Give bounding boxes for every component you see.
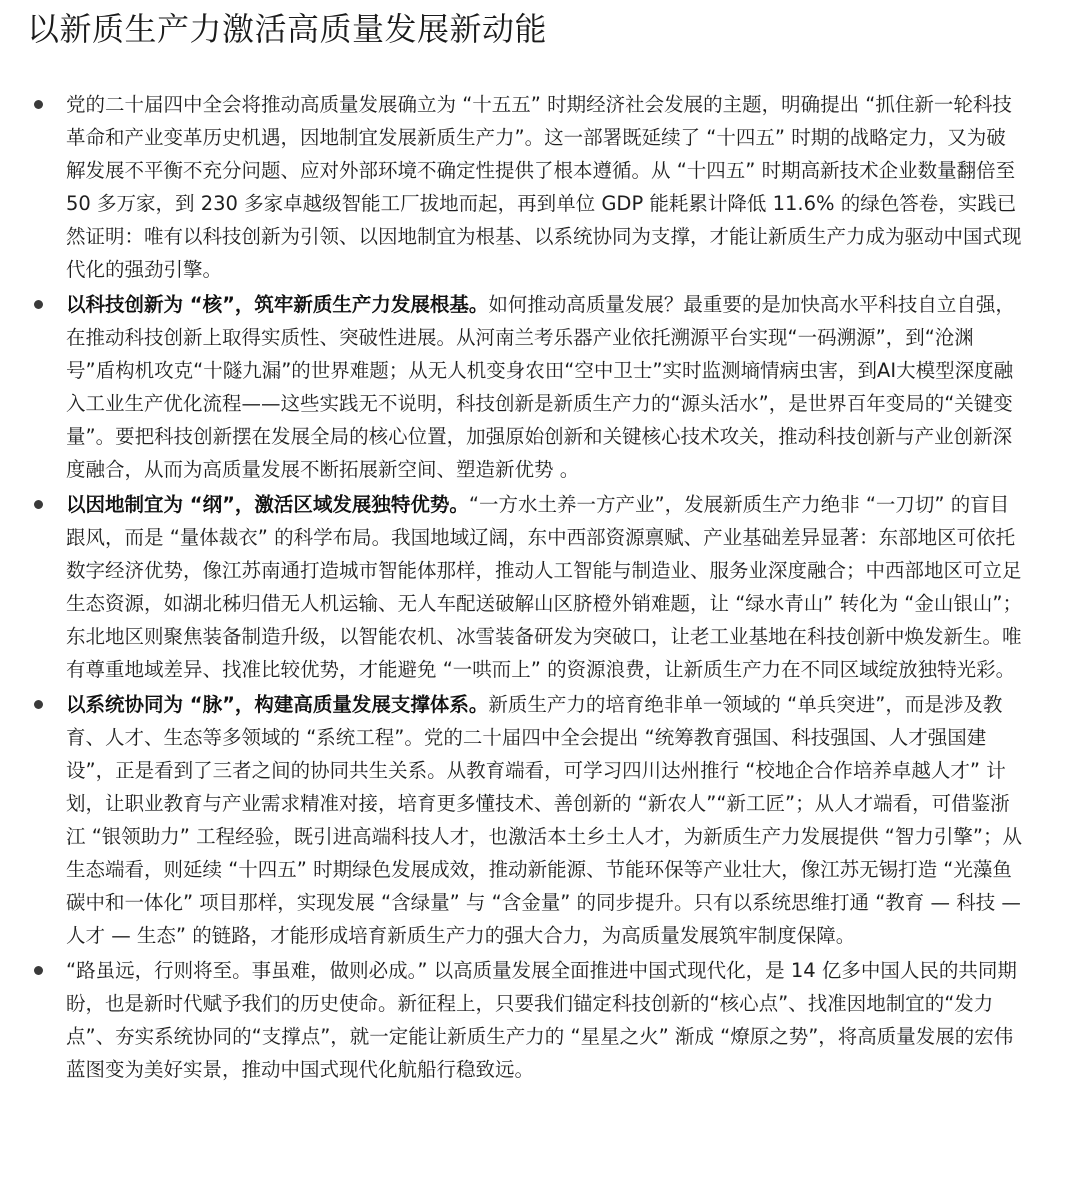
paragraph-text: “路虽远，行则将至。事虽难，做则必成。” 以高质量发展全面推进中国式现代化，是 14 亿多中国人民的共同期盼，也是新时代赋予我们的历史使命。新征程上，只要我们锚定科技创新的“核心点”、找准因地制宜的“发力点”、夯实系统协同的“支撑点”，就一定能让新质生产力的 “星星之火” 渐成 “燎原之势”，将高质量发展的宏伟蓝图变为美好实景，推动中国式现代化航船行稳致远。 xyxy=(66,959,1017,1081)
paragraph-list xyxy=(0,88,1080,1088)
bullet-icon xyxy=(34,700,43,709)
paragraph-text: 如何推动高质量发展？最重要的是加快高水平科技自立自强，在推动科技创新上取得实质性、突破性进展。从河南兰考乐器产业依托溯源平台实现“一码溯源”，到“沧渊号”盾构机攻克“十隧九漏”的世界难题；从无人机变身农田“空中卫士”实时监测墒情病虫害，到AI大模型深度融入工业生产优化流程——这些实践无不说明，科技创新是新质生产力的“源头活水”，是世界百年变局的“关键变量”。要把科技创新摆在发展全局的核心位置，加强原始创新和关键核心技术攻关，推动科技创新与产业创新深度融合，从而为高质量发展不断拓展新空间、塑造新优势 。 xyxy=(66,293,1015,481)
list-item xyxy=(0,88,1080,286)
bullet-icon xyxy=(34,966,43,975)
list-item xyxy=(0,954,1080,1086)
paragraph-text: “一方水土养一方产业”，发展新质生产力绝非 “一刀切” 的盲目跟风，而是 “量体裁衣” 的科学布局。我国地域辽阔，东中西部资源禀赋、产业基础差异显著：东部地区可依托数字经济优势，像江苏南通打造城市智能体那样，推动人工智能与制造业、服务业深度融合；中西部地区可立足生态资源，如湖北秭归借无人机运输、无人车配送破解山区脐橙外销难题，让 “绿水青山” 转化为 “金山银山”；东北地区则聚焦装备制造升级，以智能农机、冰雪装备研发为突破口，让老工业基地在科技创新中焕发新生。唯有尊重地域差异、找准比较优势，才能避免 “一哄而上” 的资源浪费，让新质生产力在不同区域绽放独特光彩。 xyxy=(66,493,1023,681)
paragraph-lead: 以系统协同为 “脉”，构建高质量发展支撑体系。 xyxy=(66,693,489,716)
list-item xyxy=(0,488,1080,686)
bullet-icon xyxy=(34,300,43,309)
paragraph-text: 党的二十届四中全会将推动高质量发展确立为 “十五五” 时期经济社会发展的主题，明确提出 “抓住新一轮科技革命和产业变革历史机遇，因地制宜发展新质生产力”。这一部署既延续了 “十四五” 时期的战略定力，又为破解发展不平衡不充分问题、应对外部环境不确定性提供了根本遵循。从 “十四五” 时期高新技术企业数量翻倍至 50 多万家，到 230 多家卓越级智能工厂拔地而起，再到单位 GDP 能耗累计降低 11.6% 的绿色答卷，实践已然证明：唯有以科技创新为引领、以因地制宜为根基、以系统协同为支撑，才能让新质生产力成为驱动中国式现代化的强劲引擎。 xyxy=(66,93,1022,281)
list-item xyxy=(0,288,1080,486)
list-item xyxy=(0,688,1080,952)
bullet-icon xyxy=(34,100,43,109)
page-title: 以新质生产力激活高质量发展新动能 xyxy=(27,10,548,48)
paragraph-lead: 以因地制宜为 “纲”，激活区域发展独特优势。 xyxy=(66,493,469,516)
bullet-icon xyxy=(34,500,43,509)
paragraph-lead: 以科技创新为 “核”，筑牢新质生产力发展根基。 xyxy=(66,293,489,316)
paragraph-text: 新质生产力的培育绝非单一领域的 “单兵突进”，而是涉及教育、人才、生态等多领域的 “系统工程”。党的二十届四中全会提出 “统筹教育强国、科技强国、人才强国建设”，正是看到了三者之间的协同共生关系。从教育端看，可学习四川达州推行 “校地企合作培养卓越人才” 计划，让职业教育与产业需求精准对接，培育更多懂技术、善创新的 “新农人”“新工匠”；从人才端看，可借鉴浙江 “银领助力” 工程经验，既引进高端科技人才，也激活本土乡土人才，为新质生产力发展提供 “智力引擎”；从生态端看，则延续 “十四五” 时期绿色发展成效，推动新能源、节能环保等产业壮大，像江苏无锡打造 “光藻鱼碳中和一体化” 项目那样，实现发展 “含绿量” 与 “含金量” 的同步提升。只有以系统思维打通 “教育 — 科技 — 人才 — 生态” 的链路，才能形成培育新质生产力的强大合力，为高质量发展筑牢制度保障。 xyxy=(66,693,1023,947)
